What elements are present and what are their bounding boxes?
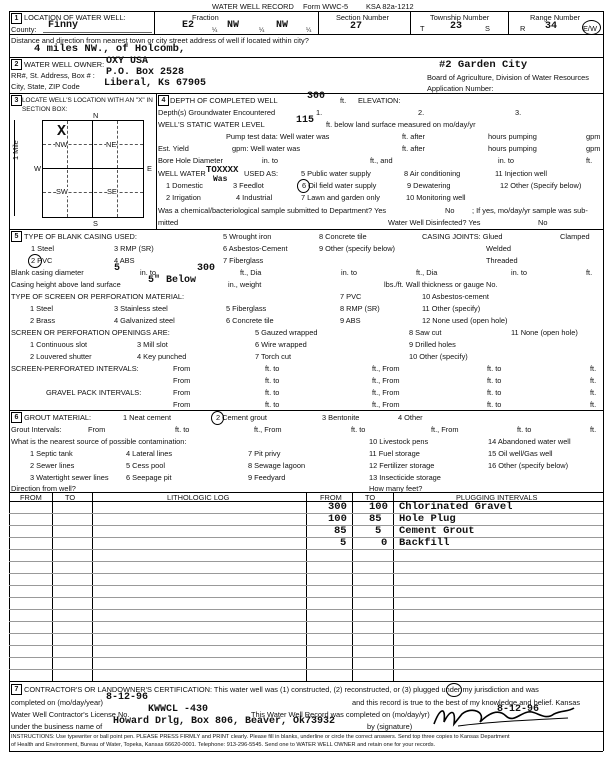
casing-9: 9 Other (specify below) <box>319 244 395 253</box>
casing-in-to-2: in. to <box>341 268 358 277</box>
grout-label: GROUT MATERIAL: <box>24 413 92 422</box>
contam-7: 7 Pit privy <box>248 449 281 458</box>
groundwater-label: Depth(s) Groundwater Encountered <box>158 108 276 117</box>
gravel-ft-end-1: ft. <box>590 388 597 397</box>
depth-value: 300 <box>307 91 326 102</box>
form-title: WATER WELL RECORD <box>212 2 294 11</box>
section-2-number: 2 <box>11 59 22 70</box>
casing-ft-dia-2: ft., Dia <box>416 268 438 277</box>
city-value: Liberal, Ks 67905 <box>104 78 207 89</box>
opening-9: 9 Drilled holes <box>409 340 456 349</box>
bore-in-to-2: in. to <box>498 156 515 165</box>
disinfected-label: Water Well Disinfected? Yes <box>388 218 481 227</box>
contam-9: 9 Feedyard <box>248 473 286 482</box>
county-underline <box>43 32 152 33</box>
perf-to-3: ft. to <box>265 376 280 385</box>
gw-1: 1. <box>316 108 323 117</box>
use-strikeout: TOXXXX <box>206 165 239 175</box>
how-many-label: How many feet? <box>369 484 423 493</box>
screen-6: 6 Concrete tile <box>226 316 274 325</box>
contam-3: 3 Watertight sewer lines <box>30 473 109 482</box>
owner-label: WATER WELL OWNER: <box>24 60 105 69</box>
cert-line-1: CONTRACTOR'S OR LANDOWNER'S CERTIFICATION: This water well was (1) constructed, (2) reconstructed, or (3) plugged under my jurisdiction and was <box>24 685 539 694</box>
sec1-div-d <box>508 11 509 34</box>
screen-9: 9 ABS <box>340 316 361 325</box>
screen-12: 12 None used (open hole) <box>422 316 508 325</box>
section-value: 27 <box>350 21 363 32</box>
use-11: 11 Injection well <box>495 169 548 178</box>
mile-label: 1 Mile <box>11 140 20 160</box>
sec3-right <box>156 93 157 229</box>
use-6-circle <box>297 179 310 193</box>
chem-no: No <box>445 206 455 215</box>
grid-sw: SW <box>56 187 68 196</box>
casing-dia-to: 300 <box>197 263 216 274</box>
use-12: 12 Other (Specify below) <box>500 181 582 190</box>
casing-label: TYPE OF BLANK CASING USED: <box>24 232 137 241</box>
log-row-line <box>9 657 603 658</box>
use-label-2: USED AS: <box>244 169 279 178</box>
business-label: under the business name of <box>11 722 103 731</box>
contam-1: 1 Septic tank <box>30 449 73 458</box>
bore-in-to: in. to <box>262 156 279 165</box>
license-value: KWWCL -430 <box>148 704 209 715</box>
section-7-number: 7 <box>11 684 22 695</box>
log-row-line <box>9 525 603 526</box>
contam-10: 10 Livestock pens <box>369 437 429 446</box>
plug-row-to: 5 <box>375 525 382 537</box>
cert-true-text: and this record is true to the best of my knowledge and belief. Kansas <box>352 698 581 707</box>
perf-from-4: ft., From <box>372 376 400 385</box>
section-3-number: 3 <box>11 95 22 106</box>
perf-label: SCREEN-PERFORATED INTERVALS: <box>11 364 139 373</box>
pump-ft-after: ft. after <box>402 132 426 141</box>
casing-1: 1 Steel <box>31 244 55 253</box>
casing-3: 3 RMP (SR) <box>114 244 154 253</box>
grout-2-circle <box>211 411 224 425</box>
plug-row-from: 5 <box>340 537 347 549</box>
log-row-line <box>9 609 603 610</box>
grid-h-center <box>43 168 143 169</box>
section-1-number: 1 <box>11 13 22 24</box>
log-row-line <box>9 537 603 538</box>
log-row-line <box>9 561 603 562</box>
log-row-line <box>9 621 603 622</box>
gw-2: 2. <box>418 108 425 117</box>
yield-hours: hours pumping <box>488 144 537 153</box>
log-col-5 <box>393 492 394 681</box>
sec7-bottom <box>9 731 603 732</box>
pump-label: Pump test data: Well water was <box>226 132 330 141</box>
depth-label: DEPTH OF COMPLETED WELL <box>170 96 278 105</box>
sec1-div-c <box>410 11 411 34</box>
disinfected-no: No <box>538 218 548 227</box>
license-label: Water Well Contractor's License No. <box>11 710 130 719</box>
use-label: WELL WATER <box>158 169 206 178</box>
contam-6: 6 Seepage pit <box>126 473 172 482</box>
casing-5: 5 Wrought iron <box>223 232 272 241</box>
static-label: WELL'S STATIC WATER LEVEL <box>158 120 265 129</box>
opening-4: 4 Key punched <box>137 352 187 361</box>
quarter-mark-2: ¼ <box>259 27 265 34</box>
address-label: RR#, St. Address, Box # : <box>11 71 95 80</box>
contam-16: 16 Other (specify below) <box>488 461 569 470</box>
quarter-mark-1: ¼ <box>212 27 218 34</box>
yield-label: Est. Yield <box>158 144 189 153</box>
grout-intervals-label: Grout Intervals: <box>11 425 62 434</box>
frame-bottom <box>9 751 603 752</box>
contam-14: 14 Abandoned water well <box>488 437 571 446</box>
yield-ft-after: ft. after <box>402 144 426 153</box>
log-row-line <box>9 597 603 598</box>
chem-mitted: mitted <box>158 218 179 227</box>
log-row-line <box>9 669 603 670</box>
contam-4: 4 Lateral lines <box>126 449 173 458</box>
plug-row-to: 0 <box>381 537 388 549</box>
log-row-line <box>9 513 603 514</box>
opening-8: 8 Saw cut <box>409 328 442 337</box>
fraction-1: E2 <box>182 20 195 31</box>
screen-4: 4 Galvanized steel <box>114 316 175 325</box>
grout-to-2: ft. to <box>351 425 366 434</box>
gravel-ft-end-2: ft. <box>590 400 597 409</box>
log-row-line <box>9 585 603 586</box>
plug-row-desc: Hole Plug <box>399 513 456 525</box>
contam-8: 8 Sewage lagoon <box>248 461 306 470</box>
screen-3: 3 Stainless steel <box>114 304 168 313</box>
grid-e: E <box>147 164 152 173</box>
contam-2: 2 Sewer lines <box>30 461 75 470</box>
fraction-label: Fraction <box>192 13 219 22</box>
plug-row-from: 100 <box>328 513 347 525</box>
screen-7: 7 PVC <box>340 292 362 301</box>
joints-label: CASING JOINTS: Glued <box>422 232 503 241</box>
log-col-3 <box>306 492 307 681</box>
fraction-3: NW <box>276 20 289 31</box>
log-lithologic-header: LITHOLOGIC LOG <box>167 493 230 502</box>
gw-3: 3. <box>515 108 522 117</box>
contam-15: 15 Oil well/Gas well <box>488 449 553 458</box>
use-5: 5 Public water supply <box>301 169 371 178</box>
static-suffix: ft. below land surface measured on mo/day/yr <box>326 120 476 129</box>
opening-11: 11 None (open hole) <box>511 328 578 337</box>
screen-11: 11 Other (specify) <box>422 304 481 313</box>
grout-3: 3 Bentonite <box>322 413 360 422</box>
application-label: Application Number: <box>427 84 494 93</box>
record-text: This Water Well Record was completed on (mo/day/yr) <box>251 710 430 719</box>
log-col-4 <box>352 492 353 681</box>
frame-left <box>9 11 10 751</box>
contam-13: 13 Insecticide storage <box>369 473 441 482</box>
fraction-2: NW <box>227 20 240 31</box>
casing-7: 7 Fiberglass <box>223 256 264 265</box>
perf-from-3: From <box>173 376 191 385</box>
casing-dia-value: 5 <box>114 263 121 274</box>
casing-ft-3: ft. <box>586 268 593 277</box>
bore-label: Bore Hole Diameter <box>158 156 223 165</box>
instructions-line-2: of Health and Environment, Bureau of Water, Topeka, Kansas 66620-0001. Telephone: 913-296-5545. Send one to WATER WELL OWNER and retain one for your records. <box>11 742 436 748</box>
use-7: 7 Lawn and garden only <box>301 193 380 202</box>
grid-w: W <box>34 164 41 173</box>
chem-if-yes: ; If yes, mo/day/yr sample was sub- <box>472 206 588 215</box>
sec1-row-line <box>9 34 603 35</box>
sec5-bottom <box>9 410 603 411</box>
business-value: Howard Drlg, Box 806, Beaver, Ok73932 <box>113 716 336 727</box>
perf-ft-end-2: ft. <box>590 376 597 385</box>
static-value: 115 <box>296 115 315 126</box>
plug-row-desc: Chlorinated Gravel <box>399 501 513 513</box>
distance-value: 4 miles NW., of Holcomb, <box>34 43 186 55</box>
openings-label: SCREEN OR PERFORATION OPENINGS ARE: <box>11 328 170 337</box>
section-5-number: 5 <box>11 231 22 242</box>
range-label: Range Number <box>530 13 581 22</box>
height-label: Casing height above land surface <box>11 280 121 289</box>
casing-6: 6 Asbestos-Cement <box>223 244 288 253</box>
cert-plugged-circle <box>446 683 462 697</box>
log-col-2 <box>92 492 93 681</box>
plug-row-desc: Cement Grout <box>399 525 475 537</box>
city-label: City, State, ZIP Code <box>11 82 80 91</box>
use-8: 8 Air conditioning <box>404 169 461 178</box>
direction-label: Direction from well? <box>11 484 76 493</box>
grout-2: 2 Cement grout <box>216 413 267 422</box>
section-4-number: 4 <box>158 95 169 106</box>
range-value: 34 <box>545 21 558 32</box>
casing-in-to-3: in. to <box>511 268 528 277</box>
frame-top <box>9 11 603 12</box>
instructions-line-1: INSTRUCTIONS: Use typewriter or ball point pen. PLEASE PRESS FIRMLY and PRINT clearly. Please fill in blanks, underline or circle the correct answers. Send top three copies to Kansas Department <box>11 734 510 740</box>
grout-from-1: From <box>88 425 106 434</box>
grout-from-3: ft., From <box>431 425 459 434</box>
section-label: Section Number <box>336 13 389 22</box>
depth-ft: ft. <box>340 96 347 105</box>
log-row-line <box>9 645 603 646</box>
screen-2: 2 Brass <box>30 316 56 325</box>
opening-3: 3 Mill slot <box>137 340 168 349</box>
opening-10: 10 Other (specify) <box>409 352 468 361</box>
screen-label: TYPE OF SCREEN OR PERFORATION MATERIAL: <box>11 292 185 301</box>
casing-2: 2 PVC <box>31 256 53 265</box>
address-value: P.O. Box 2528 <box>106 67 185 78</box>
use-10: 10 Monitoring well <box>406 193 466 202</box>
log-bottom <box>9 681 603 682</box>
joints-threaded: Threaded <box>486 256 518 265</box>
locate-label: LOCATE WELL'S LOCATION WITH AN "X" IN SECTION BOX: <box>22 97 153 113</box>
sec1-bottom <box>9 57 603 58</box>
grout-1: 1 Neat cement <box>123 413 172 422</box>
height-weight: in., weight <box>228 280 262 289</box>
gravel-from-2: ft., From <box>372 388 400 397</box>
perf-from-2: ft., From <box>372 364 400 373</box>
sec1-div-b <box>318 11 319 34</box>
bore-ft-and: ft., and <box>370 156 393 165</box>
contam-5: 5 Cess pool <box>126 461 166 470</box>
well-name: #2 Garden City <box>439 59 528 71</box>
record-date: 8-12-96 <box>497 704 540 715</box>
gravel-label: GRAVEL PACK INTERVALS: <box>46 388 142 397</box>
owner-value: OXY USA <box>106 56 149 67</box>
opening-2: 2 Louvered shutter <box>30 352 92 361</box>
casing-8: 8 Concrete tile <box>319 232 367 241</box>
opening-6: 6 Wire wrapped <box>255 340 307 349</box>
grid-se: SE <box>107 187 117 196</box>
joints-welded: Welded <box>486 244 511 253</box>
gravel-from-4: ft., From <box>372 400 400 409</box>
log-to-header: TO <box>65 493 76 502</box>
grout-4: 4 Other <box>398 413 423 422</box>
log-from-header: FROM <box>20 493 42 502</box>
plug-intervals-header: PLUGGING INTERVALS <box>456 493 538 502</box>
screen-10: 10 Asbestos-cement <box>422 292 489 301</box>
plug-row-to: 85 <box>369 513 382 525</box>
sec2-bottom <box>9 93 603 94</box>
grout-ft-end: ft. <box>590 425 597 434</box>
yield-gpm: gpm: Well water was <box>232 144 301 153</box>
log-row-line <box>9 573 603 574</box>
location-label: LOCATION OF WATER WELL: <box>24 13 126 22</box>
gravel-to-4: ft. to <box>487 400 502 409</box>
opening-7: 7 Torch cut <box>255 352 292 361</box>
county-label: County: <box>11 25 37 34</box>
height-lbs: lbs./ft. Wall thickness or gauge No. <box>384 280 498 289</box>
casing-2-circle <box>28 254 42 268</box>
perf-from-1: From <box>173 364 191 373</box>
township-label: Township Number <box>430 13 490 22</box>
completed-label: completed on (mo/day/year) <box>11 698 104 707</box>
yield-gpm-2: gpm <box>586 144 601 153</box>
perf-ft-end-1: ft. <box>590 364 597 373</box>
frame-right <box>603 11 604 751</box>
perf-to-2: ft. to <box>487 364 502 373</box>
plug-row-to: 100 <box>369 501 388 513</box>
mile-bar <box>14 120 15 216</box>
log-col-1 <box>52 492 53 681</box>
gravel-to-2: ft. to <box>487 388 502 397</box>
gravel-from-3: From <box>173 400 191 409</box>
casing-dia-label: Blank casing diameter <box>11 268 84 277</box>
use-1: 1 Domestic <box>166 181 203 190</box>
plug-row-desc: Backfill <box>399 537 450 549</box>
grid-s: S <box>93 219 98 228</box>
gravel-from-1: From <box>173 388 191 397</box>
perf-to-4: ft. to <box>487 376 502 385</box>
range-r: R <box>520 24 526 33</box>
ksa-number: KSA 82a-1212 <box>366 2 414 11</box>
township-s: S <box>485 24 490 33</box>
contam-label: What is the nearest source of possible contamination: <box>11 437 187 446</box>
completed-value: 8-12-96 <box>106 692 149 703</box>
joints-clamped: Clamped <box>560 232 590 241</box>
pump-hours: hours pumping <box>488 132 537 141</box>
use-2: 2 Irrigation <box>166 193 201 202</box>
plug-row-from: 300 <box>328 501 347 513</box>
sec4-bottom <box>9 229 603 230</box>
form-number: Form WWC-5 <box>303 2 349 11</box>
county-value: Finny <box>48 20 79 31</box>
use-3: 3 Feedlot <box>233 181 264 190</box>
opening-1: 1 Continuous slot <box>30 340 88 349</box>
grid-ne: NE <box>106 140 117 149</box>
grid-nw: NW <box>55 140 68 149</box>
gravel-to-3: ft. to <box>265 400 280 409</box>
use-was: Was <box>213 175 228 184</box>
plug-from-header: FROM <box>320 493 342 502</box>
township-value: 23 <box>450 21 463 32</box>
grout-from-2: ft., From <box>254 425 282 434</box>
height-value: 5" Below <box>148 275 197 286</box>
signature-image <box>428 700 578 732</box>
range-w-circle <box>582 20 601 35</box>
contam-11: 11 Fuel storage <box>369 449 420 458</box>
perf-to-1: ft. to <box>265 364 280 373</box>
pump-gpm: gpm <box>586 132 601 141</box>
use-6: 6 Oil field water supply <box>302 181 377 190</box>
plug-to-header: TO <box>365 493 376 502</box>
section-6-number: 6 <box>11 412 22 423</box>
grout-to-1: ft. to <box>175 425 190 434</box>
township-t: T <box>420 24 425 33</box>
signature-label: by (signature) <box>367 722 413 731</box>
casing-ft-dia: ft., Dia <box>240 268 262 277</box>
grout-to-3: ft. to <box>517 425 532 434</box>
grid-v-q3 <box>117 121 118 217</box>
quarter-mark-3: ¼ <box>306 27 312 34</box>
casing-in-to: in. to <box>140 268 157 277</box>
location-x-mark: X <box>57 123 67 140</box>
chem-label: Was a chemical/bacteriological sample submitted to Department? Yes <box>158 206 387 215</box>
plug-row-from: 85 <box>334 525 347 537</box>
casing-4: 4 ABS <box>114 256 135 265</box>
distance-label: Distance and direction from nearest town or city street address of well if located within city? <box>11 36 309 45</box>
sec1-div-a <box>154 11 155 34</box>
use-9: 9 Dewatering <box>407 181 451 190</box>
contam-12: 12 Fertilizer storage <box>369 461 435 470</box>
bore-ft-end: ft. <box>586 156 593 165</box>
use-4: 4 Industrial <box>236 193 273 202</box>
grid-v-q1 <box>67 121 68 217</box>
board-label: Board of Agriculture, Division of Water Resources <box>427 73 589 82</box>
screen-5: 5 Fiberglass <box>226 304 267 313</box>
log-row-line <box>9 633 603 634</box>
screen-8: 8 RMP (SR) <box>340 304 380 313</box>
gravel-to-1: ft. to <box>265 388 280 397</box>
log-row-line <box>9 549 603 550</box>
range-ew: E/W <box>583 24 597 33</box>
elevation-label: ELEVATION: <box>358 96 401 105</box>
grid-v-center <box>92 121 93 217</box>
opening-5: 5 Gauzed wrapped <box>255 328 318 337</box>
screen-1: 1 Steel <box>30 304 54 313</box>
grid-n: N <box>93 111 99 120</box>
